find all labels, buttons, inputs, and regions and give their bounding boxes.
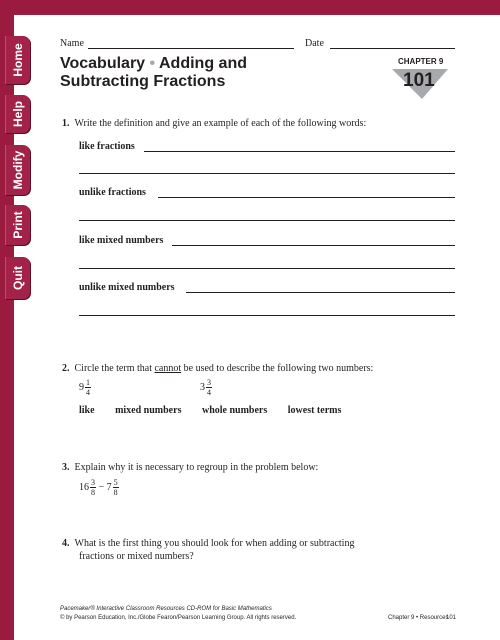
choice-lowest-terms[interactable]: lowest terms — [287, 405, 342, 416]
mixed-number-1 — [79, 378, 91, 397]
term-unlike-mixed-numbers: unlike mixed numbers — [79, 282, 175, 293]
title-part1: Vocabulary — [60, 55, 146, 72]
question-1-number: 1. — [62, 118, 70, 129]
minus-operator: − — [98, 481, 105, 493]
question-4-number: 4. — [62, 538, 70, 549]
question-3-number: 3. — [62, 462, 70, 473]
mixed-number-2-whole: 3 — [200, 381, 205, 393]
footer-page-number: 101 — [446, 615, 457, 621]
mixed-number-2 — [200, 378, 212, 397]
footer-credit: Pacemaker® Interactive Classroom Resources CD-ROM for Basic Mathematics — [60, 606, 272, 612]
choice-like[interactable]: like — [79, 405, 95, 416]
question-4-line2: fractions or mixed numbers? — [79, 551, 194, 562]
answer-line[interactable] — [144, 151, 455, 152]
tab-home[interactable] — [5, 36, 30, 84]
tab-help-label: Help — [10, 100, 25, 128]
footer-copyright: © by Pearson Education, Inc./Globe Fearon/Pearson Learning Group. All rights reserved. — [60, 615, 297, 621]
question-3-text: Explain why it is necessary to regroup in the problem below: — [74, 462, 319, 473]
subtraction-expression — [79, 478, 119, 497]
question-1-text: Write the definition and give an example of each of the following words: — [74, 118, 367, 129]
expr1-denominator: 8 — [91, 488, 95, 497]
date-label: Date — [305, 38, 324, 49]
question-4-line1: What is the first thing you should look for when adding or subtracting — [74, 538, 355, 549]
question-1 — [62, 117, 366, 130]
choice-whole-numbers[interactable]: whole numbers — [201, 405, 268, 416]
mixed-number-1-denominator: 4 — [86, 388, 90, 397]
question-2-text-after: be used to describe the following two numbers: — [183, 363, 374, 374]
answer-line[interactable] — [79, 315, 455, 316]
question-2-number: 2. — [62, 363, 70, 374]
page-title — [60, 55, 330, 91]
mixed-number-2-denominator: 4 — [207, 388, 211, 397]
expr2-whole: 7 — [106, 481, 112, 493]
answer-line[interactable] — [186, 292, 455, 293]
tab-help[interactable] — [5, 95, 30, 133]
tab-quit-label: Quit — [10, 266, 25, 290]
mixed-number-1-numerator: 1 — [86, 378, 90, 387]
question-2-text-before: Circle the term that — [74, 363, 152, 374]
expr1-whole: 16 — [79, 481, 89, 493]
title-part2: Adding and — [159, 55, 247, 72]
choice-mixed-numbers[interactable]: mixed numbers — [115, 405, 182, 416]
mixed-number-1-whole: 9 — [79, 381, 84, 393]
mixed-number-2-numerator: 3 — [207, 378, 211, 387]
chapter-label: CHAPTER 9 — [398, 57, 444, 66]
footer-resources: Chapter 9 • Resources — [388, 615, 449, 621]
answer-choices — [79, 405, 359, 416]
expr2-denominator: 8 — [113, 488, 118, 497]
question-2-underlined: cannot — [154, 363, 182, 374]
name-label: Name — [60, 38, 84, 49]
title-separator: • — [149, 55, 156, 72]
term-like-fractions: like fractions — [79, 141, 135, 152]
top-accent-bar — [0, 0, 500, 15]
answer-line[interactable] — [79, 173, 455, 174]
answer-line[interactable] — [158, 197, 455, 198]
tab-quit[interactable] — [5, 257, 30, 299]
title-line2: Subtracting Fractions — [60, 73, 226, 90]
answer-line[interactable] — [79, 268, 455, 269]
answer-line[interactable] — [79, 220, 455, 221]
term-like-mixed-numbers: like mixed numbers — [79, 235, 164, 246]
question-4 — [62, 537, 354, 563]
tab-print[interactable] — [5, 205, 30, 245]
expr2-numerator: 5 — [113, 478, 118, 487]
tab-home-label: Home — [10, 43, 25, 77]
date-line[interactable] — [330, 48, 455, 49]
name-line[interactable] — [88, 48, 294, 49]
question-3 — [62, 461, 318, 474]
question-2 — [62, 362, 373, 375]
tab-modify[interactable] — [5, 145, 30, 195]
expr1-numerator: 3 — [91, 478, 95, 487]
term-unlike-fractions: unlike fractions — [79, 187, 146, 198]
answer-line[interactable] — [172, 245, 455, 246]
tab-modify-label: Modify — [10, 150, 25, 190]
page-number-badge: 101 — [403, 70, 435, 91]
tab-print-label: Print — [10, 211, 25, 239]
